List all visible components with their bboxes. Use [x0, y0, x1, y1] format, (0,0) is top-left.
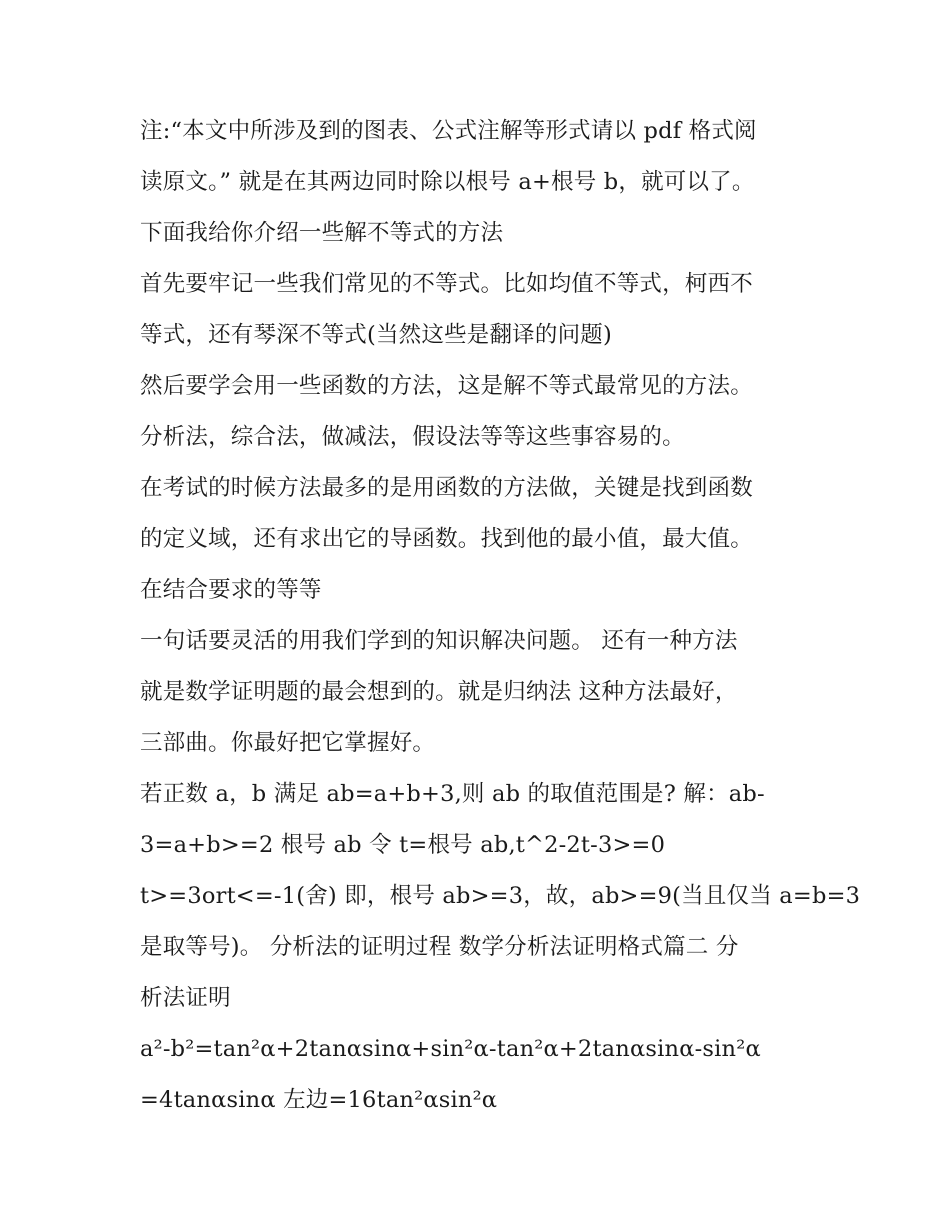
text-line: 是取等号)。 分析法的证明过程 数学分析法证明格式篇二 分: [140, 934, 739, 960]
text-line: 首先要牢记一些我们常见的不等式。比如均值不等式，柯西不: [140, 271, 753, 297]
text-line: a²-b²=tan²α+2tanαsinα+sin²α-tan²α+2tanαsinα-sin²α: [140, 1036, 761, 1062]
text-line: 下面我给你介绍一些解不等式的方法: [140, 220, 504, 246]
text-line: 若正数 a，b 满足 ab=a+b+3,则 ab 的取值范围是? 解：ab-: [140, 781, 765, 807]
text-line: 就是数学证明题的最会想到的。就是归纳法 这种方法最好，: [140, 679, 738, 705]
text-line: 然后要学会用一些函数的方法，这是解不等式最常见的方法。: [140, 373, 753, 399]
text-line: t>=3ort<=-1(舍) 即，根号 ab>=3，故，ab>=9(当且仅当 a=b=3: [140, 883, 861, 909]
text-line: 析法证明: [140, 985, 231, 1011]
text-line: 在考试的时候方法最多的是用函数的方法做，关键是找到函数: [140, 475, 753, 501]
text-line: 的定义域，还有求出它的导函数。找到他的最小值，最大值。: [140, 526, 753, 552]
text-line: =4tanαsinα 左边=16tan²αsin²α: [140, 1087, 498, 1113]
text-line: 等式，还有琴深不等式(当然这些是翻译的问题): [140, 322, 612, 348]
text-line: 3=a+b>=2 根号 ab 令 t=根号 ab,t^2-2t-3>=0: [140, 832, 666, 858]
text-line: 三部曲。你最好把它掌握好。: [140, 730, 436, 756]
text-line: 一句话要灵活的用我们学到的知识解决问题。 还有一种方法: [140, 628, 738, 654]
text-line: 在结合要求的等等: [140, 577, 322, 603]
text-line: 分析法，综合法，做减法，假设法等等这些事容易的。: [140, 424, 685, 450]
text-line: 注:“本文中所涉及到的图表、公式注解等形式请以 pdf 格式阅: [140, 118, 757, 144]
text-line: 读原文。” 就是在其两边同时除以根号 a+根号 b，就可以了。: [140, 169, 755, 195]
document-body: [140, 106, 861, 1126]
